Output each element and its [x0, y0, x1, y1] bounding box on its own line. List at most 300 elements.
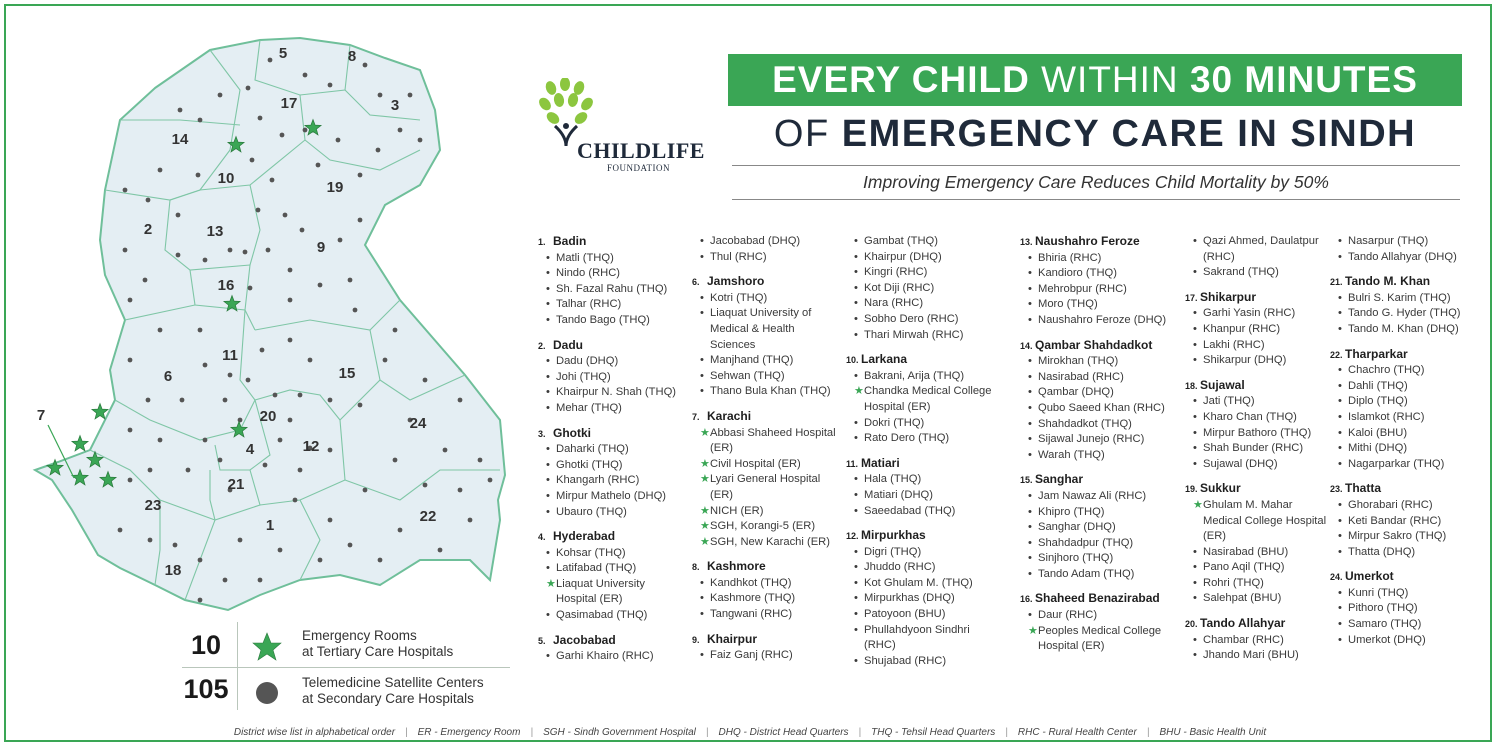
facility-name: Jam Nawaz Ali (RHC) [1038, 489, 1147, 502]
district-column-3 [846, 234, 996, 678]
facility-satellite-center [1020, 417, 1185, 433]
bullet-icon: • [546, 313, 550, 326]
district-block [538, 633, 688, 665]
bullet-icon: • [546, 562, 550, 575]
facility-name: Nasirabad (BHU) [1203, 545, 1289, 558]
footer-item: THQ - Tehsil Head Quarters [871, 727, 996, 738]
facility-emergency-room [692, 504, 842, 520]
bullet-icon: • [546, 282, 550, 295]
facility-name: Islamkot (RHC) [1348, 410, 1425, 423]
district-block [1020, 591, 1185, 654]
divider [732, 199, 1460, 200]
footer-separator: | [1005, 727, 1008, 738]
satellite-center-dot [278, 438, 283, 443]
district-name: Tharparkar [1345, 346, 1408, 361]
facility-satellite-center [1020, 401, 1185, 417]
district-heading [692, 274, 842, 291]
facility-satellite-center [1330, 426, 1478, 442]
satellite-center-dot [198, 558, 203, 563]
facility-satellite-center [846, 560, 996, 576]
footer-separator: | [1146, 727, 1150, 738]
facility-name: Ghotki (THQ) [556, 458, 623, 471]
bullet-icon: • [1338, 498, 1342, 511]
region-label-22: 22 [419, 508, 437, 525]
satellite-center-dot [178, 108, 183, 113]
district-heading [538, 529, 688, 546]
satellite-center-dot [238, 538, 243, 543]
facility-satellite-center [846, 281, 996, 297]
bullet-icon: • [700, 369, 704, 382]
district-name: Larkana [861, 352, 908, 367]
star-icon: ★ [700, 535, 710, 548]
facility-name: Matiari (DHQ) [864, 488, 933, 501]
satellite-center-dot [458, 398, 463, 403]
facility-name: Kandhkot (THQ) [710, 576, 792, 589]
district-name: Jamshoro [707, 274, 765, 289]
region-label-8: 8 [347, 48, 357, 65]
facility-satellite-center [1185, 265, 1330, 281]
district-block [692, 409, 842, 550]
bullet-icon: • [1028, 401, 1032, 414]
bullet-icon: • [1338, 545, 1342, 558]
bullet-icon: • [1193, 307, 1197, 320]
facility-name: Rato Dero (THQ) [864, 432, 950, 445]
district-name: Ghotki [553, 425, 591, 440]
region-label-13: 13 [206, 223, 224, 240]
emergency-room-star [72, 436, 88, 451]
district-number: 14. [1020, 340, 1033, 351]
facility-name: Kashmore (THQ) [710, 592, 796, 605]
region-label-7: 7 [36, 407, 46, 424]
region-label-1: 1 [265, 517, 275, 534]
facility-name: Gambat (THQ) [864, 235, 938, 247]
district-heading [1185, 378, 1330, 395]
facility-name: Kunri (THQ) [1348, 586, 1409, 599]
facility-emergency-room [692, 519, 842, 535]
satellite-center-dot [280, 133, 285, 138]
bullet-icon: • [546, 546, 550, 559]
facility-name: Jati (THQ) [1203, 395, 1255, 408]
satellite-center-dot [260, 348, 265, 353]
facility-name: Nasarpur (THQ) [1348, 235, 1429, 247]
facility-name: Phullahdyoon Sindhri (RHC) [864, 623, 970, 652]
facility-satellite-center [1330, 234, 1478, 250]
bullet-icon: • [1338, 379, 1342, 392]
district-name: Sanghar [1035, 472, 1084, 487]
facility-satellite-center [1330, 322, 1478, 338]
facility-name: Shujabad (RHC) [864, 654, 947, 667]
satellite-center-dot [196, 173, 201, 178]
satellite-center-dot [246, 378, 251, 383]
facility-satellite-center [692, 250, 842, 266]
facility-name: Kohsar (THQ) [556, 546, 626, 559]
satellite-center-dot [318, 283, 323, 288]
star-icon: ★ [700, 520, 710, 533]
district-number: 4. [538, 532, 546, 543]
bullet-icon: • [854, 369, 858, 382]
facility-satellite-center [538, 458, 688, 474]
facility-satellite-center [1330, 633, 1478, 649]
bullet-icon: • [1338, 364, 1342, 377]
facility-name: Jacobabad (DHQ) [710, 235, 801, 247]
facility-satellite-center [846, 431, 996, 447]
facility-satellite-center [1330, 529, 1478, 545]
facility-name: Chambar (RHC) [1203, 633, 1284, 646]
district-name: Umerkot [1345, 569, 1394, 584]
facility-name: Bulri S. Karim (THQ) [1348, 291, 1451, 304]
title-part: WITHIN [1041, 59, 1179, 100]
bullet-icon: • [1028, 251, 1032, 264]
district-column-6 [1330, 234, 1478, 657]
satellite-center-dot [248, 286, 253, 291]
satellite-center-dot [318, 558, 323, 563]
facility-name: Mirpur Sakro (THQ) [1348, 530, 1447, 543]
facility-satellite-center [692, 591, 842, 607]
bullet-icon: • [1338, 530, 1342, 543]
district-number: 13. [1020, 237, 1033, 247]
facility-name: Mirpur Mathelo (DHQ) [556, 489, 667, 502]
district-number: 9. [692, 634, 700, 645]
satellite-center-dot [288, 338, 293, 343]
district-name: Jacobabad [553, 632, 616, 647]
bullet-icon: • [854, 561, 858, 574]
district-block [1330, 481, 1478, 560]
facility-satellite-center [538, 297, 688, 313]
district-column-5 [1185, 234, 1330, 673]
facility-satellite-center [1185, 426, 1330, 442]
bullet-icon: • [1338, 410, 1342, 423]
bullet-icon: • [1193, 442, 1197, 455]
facility-name: Sobho Dero (RHC) [864, 312, 959, 325]
facility-name: Digri (THQ) [864, 545, 922, 558]
satellite-center-dot [336, 138, 341, 143]
facility-emergency-room [692, 472, 842, 503]
legend-count: 10 [190, 630, 222, 660]
facility-name: Civil Hospital (ER) [710, 457, 801, 470]
facility-satellite-center [1020, 567, 1185, 583]
facility-satellite-center [692, 234, 842, 250]
district-name: Khairpur [707, 631, 758, 646]
bullet-icon: • [1028, 417, 1032, 430]
bullet-icon: • [1193, 410, 1197, 423]
satellite-center-dot [328, 518, 333, 523]
facility-name: Patoyoon (BHU) [864, 608, 946, 621]
facility-satellite-center [538, 370, 688, 386]
facility-satellite-center [1185, 648, 1330, 664]
facility-name: Mirpur Bathoro (THQ) [1203, 426, 1312, 439]
star-icon: ★ [1028, 624, 1038, 637]
facility-name: Matli (THQ) [556, 251, 614, 264]
district-block [846, 234, 996, 343]
district-number: 8. [692, 562, 700, 573]
bullet-icon: • [700, 235, 704, 247]
satellite-center-dot [128, 298, 133, 303]
satellite-center-dot [238, 418, 243, 423]
facility-name: SGH, New Karachi (ER) [710, 535, 830, 548]
bullet-icon: • [1028, 267, 1032, 280]
facility-name: Dadu (DHQ) [556, 355, 619, 368]
bullet-icon: • [1193, 322, 1197, 335]
bullet-icon: • [1028, 313, 1032, 326]
satellite-center-dot [378, 93, 383, 98]
district-name: Shikarpur [1200, 289, 1257, 304]
region-label-19: 19 [326, 179, 344, 196]
region-label-17: 17 [280, 95, 298, 112]
facility-satellite-center [1330, 586, 1478, 602]
satellite-center-dot [316, 163, 321, 168]
facility-name: Umerkot (DHQ) [1348, 633, 1426, 646]
facility-satellite-center [1185, 410, 1330, 426]
district-heading [1330, 569, 1478, 586]
bullet-icon: • [700, 649, 704, 662]
satellite-center-dot [363, 63, 368, 68]
facility-satellite-center [1020, 385, 1185, 401]
district-number: 7. [692, 411, 700, 422]
district-block [1185, 481, 1330, 607]
facility-satellite-center [692, 369, 842, 385]
facility-name: Qasimabad (THQ) [556, 609, 648, 622]
bullet-icon: • [1338, 395, 1342, 408]
satellite-center-dot [198, 328, 203, 333]
facility-name: Lakhi (RHC) [1203, 338, 1265, 351]
satellite-center-dot [158, 168, 163, 173]
bullet-icon: • [546, 458, 550, 471]
region-label-15: 15 [338, 365, 356, 382]
facility-satellite-center [1330, 601, 1478, 617]
facility-name: Khipro (THQ) [1038, 505, 1105, 518]
district-block [538, 529, 688, 624]
facility-satellite-center [1020, 251, 1185, 267]
facility-satellite-center [1330, 617, 1478, 633]
satellite-center-dot [158, 438, 163, 443]
facility-name: SGH, Korangi-5 (ER) [710, 520, 816, 533]
satellite-center-dot [158, 328, 163, 333]
facility-name: Saeedabad (THQ) [864, 504, 956, 517]
satellite-center-dot [128, 358, 133, 363]
facility-satellite-center [692, 306, 842, 353]
facility-satellite-center [1330, 498, 1478, 514]
district-column-2 [692, 234, 842, 673]
facility-emergency-room [692, 535, 842, 551]
satellite-center-dot [123, 248, 128, 253]
district-number: 16. [1020, 594, 1033, 605]
district-name: Karachi [707, 408, 752, 423]
satellite-center-dot [143, 278, 148, 283]
bullet-icon: • [1338, 586, 1342, 599]
facility-name: Mirpurkhas (DHQ) [864, 592, 955, 605]
satellite-center-dot [293, 498, 298, 503]
region-label-4: 4 [245, 441, 255, 458]
satellite-center-dot [468, 518, 473, 523]
legend-label-line1: Telemedicine Satellite Centers [302, 675, 484, 690]
district-name: Tando M. Khan [1345, 274, 1431, 289]
district-number: 20. [1185, 619, 1198, 630]
district-number: 21. [1330, 277, 1343, 288]
satellite-center-dot [203, 438, 208, 443]
bullet-icon: • [546, 251, 550, 264]
facility-name: Nara (RHC) [864, 297, 924, 310]
district-block [846, 352, 996, 447]
legend-emergency-rooms [182, 624, 512, 668]
bullet-icon: • [546, 505, 550, 518]
facility-name: Shahdadpur (THQ) [1038, 536, 1134, 549]
bullet-icon: • [1338, 514, 1342, 527]
district-heading [1330, 481, 1478, 498]
facility-name: Tando Allahyar (DHQ) [1348, 250, 1457, 263]
childlife-logo [537, 78, 705, 178]
satellite-center-dot [298, 393, 303, 398]
facility-satellite-center [538, 354, 688, 370]
facility-name: Khanpur (RHC) [1203, 322, 1281, 335]
facility-satellite-center [538, 385, 688, 401]
satellite-center-dot [258, 116, 263, 121]
district-number: 23. [1330, 484, 1343, 495]
facility-name: Nagarparkar (THQ) [1348, 457, 1445, 470]
district-block [1330, 234, 1478, 265]
bullet-icon: • [1338, 250, 1342, 263]
district-heading [1020, 234, 1185, 251]
district-number: 15. [1020, 475, 1033, 486]
satellite-center-dot [478, 458, 483, 463]
district-block [846, 528, 996, 669]
satellite-center-dot [458, 488, 463, 493]
region-label-20: 20 [259, 408, 277, 425]
bullet-icon: • [1028, 433, 1032, 446]
facility-name: Warah (THQ) [1038, 448, 1105, 461]
bullet-icon: • [1193, 592, 1197, 605]
district-block [1185, 290, 1330, 369]
facility-name: Bakrani, Arija (THQ) [864, 369, 965, 382]
facility-satellite-center [538, 266, 688, 282]
region-label-3: 3 [390, 97, 400, 114]
footer-item: DHQ - District Head Quarters [718, 727, 849, 738]
satellite-center-dot [443, 448, 448, 453]
district-heading [1020, 338, 1185, 355]
bullet-icon: • [546, 267, 550, 280]
satellite-center-dot [358, 403, 363, 408]
facility-name: Sakrand (THQ) [1203, 266, 1279, 279]
satellite-center-dot [123, 188, 128, 193]
satellite-center-dot [423, 483, 428, 488]
facility-satellite-center [692, 607, 842, 623]
facility-satellite-center [1185, 457, 1330, 473]
satellite-center-dot [328, 398, 333, 403]
footer-separator: | [530, 727, 534, 738]
district-block [692, 632, 842, 664]
facility-satellite-center [538, 505, 688, 521]
satellite-center-dot [128, 428, 133, 433]
facility-name: Naushahro Feroze (DHQ) [1038, 313, 1167, 326]
satellite-center-dot [243, 250, 248, 255]
satellite-center-dot [176, 253, 181, 258]
facility-satellite-center [846, 591, 996, 607]
satellite-center-dot [358, 218, 363, 223]
facility-emergency-room [692, 426, 842, 457]
district-block [1020, 338, 1185, 464]
facility-name: Manjhand (THQ) [710, 354, 794, 367]
bullet-icon: • [700, 608, 704, 621]
district-heading [1330, 347, 1478, 364]
bullet-icon: • [546, 355, 550, 368]
district-heading [538, 633, 688, 650]
facility-satellite-center [1185, 576, 1330, 592]
bullet-icon: • [546, 386, 550, 399]
facility-name: Kaloi (BHU) [1348, 426, 1408, 439]
facility-satellite-center [1185, 338, 1330, 354]
footer-item: District wise list in alphabetical order [233, 727, 396, 738]
satellite-center-dot [273, 393, 278, 398]
facility-name: Thatta (DHQ) [1348, 545, 1416, 558]
satellite-center-dot [398, 128, 403, 133]
district-heading [692, 559, 842, 576]
satellite-center-dot [393, 328, 398, 333]
satellite-center-dot [488, 478, 493, 483]
satellite-center-dot [303, 128, 308, 133]
district-number: 18. [1185, 380, 1198, 391]
bullet-icon: • [1338, 457, 1342, 470]
facility-name: Diplo (THQ) [1348, 395, 1408, 408]
facility-name: Johi (THQ) [556, 370, 611, 383]
facility-name: Hala (THQ) [864, 473, 922, 486]
facility-name: Sanghar (DHQ) [1038, 521, 1116, 534]
facility-satellite-center [538, 282, 688, 298]
satellite-center-dot [363, 488, 368, 493]
satellite-center-dot [146, 198, 151, 203]
facility-name: Nasirabad (RHC) [1038, 370, 1124, 383]
district-name: Sujawal [1200, 377, 1245, 392]
facility-satellite-center [846, 312, 996, 328]
bullet-icon: • [546, 650, 550, 663]
satellite-center-dot [263, 463, 268, 468]
facility-satellite-center [1020, 448, 1185, 464]
facility-satellite-center [538, 489, 688, 505]
facility-satellite-center [846, 607, 996, 623]
satellite-center-dot [398, 528, 403, 533]
district-heading [538, 234, 688, 251]
bullet-icon: • [1338, 307, 1342, 320]
satellite-center-dot [146, 398, 151, 403]
facility-satellite-center [1020, 520, 1185, 536]
star-icon: ★ [700, 457, 710, 470]
facility-name: Dokri (THQ) [864, 416, 925, 429]
satellite-center-dot [288, 418, 293, 423]
satellite-center-dot [270, 178, 275, 183]
facility-name: Jhando Mari (BHU) [1203, 649, 1299, 662]
facility-satellite-center [1020, 282, 1185, 298]
bullet-icon: • [700, 307, 704, 320]
satellite-center-dot [148, 538, 153, 543]
facility-satellite-center [538, 251, 688, 267]
facility-satellite-center [1020, 266, 1185, 282]
facility-name: Khangarh (RHC) [556, 474, 640, 487]
facility-name: Tando Bago (THQ) [556, 313, 650, 326]
bullet-icon: • [1193, 545, 1197, 558]
district-name: Badin [553, 234, 587, 248]
bullet-icon: • [1028, 298, 1032, 311]
bullet-icon: • [854, 235, 858, 247]
bullet-icon: • [1338, 602, 1342, 615]
facility-name: Khairpur (DHQ) [864, 250, 942, 263]
bullet-icon: • [854, 608, 858, 621]
facility-emergency-room [846, 384, 996, 415]
facility-satellite-center [1330, 306, 1478, 322]
facility-name: Mirokhan (THQ) [1038, 355, 1119, 368]
facility-satellite-center [846, 416, 996, 432]
district-heading [1185, 616, 1330, 633]
bullet-icon: • [1193, 338, 1197, 351]
district-heading [846, 456, 996, 473]
facility-name: Tangwani (RHC) [710, 608, 793, 621]
